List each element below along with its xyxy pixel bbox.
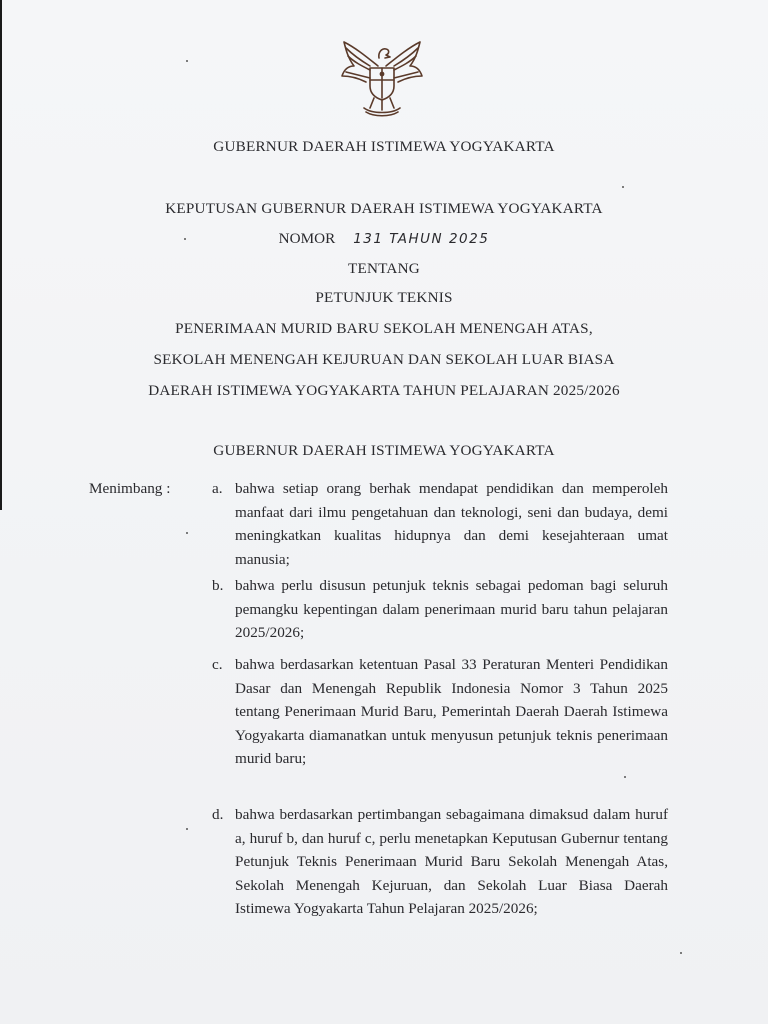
nomor-handwritten: 131 TAHUN 2025 (353, 231, 490, 247)
subject-line-3: SEKOLAH MENENGAH KEJURUAN DAN SEKOLAH LUAR BIASA (153, 351, 615, 368)
garuda-emblem-icon (334, 36, 430, 120)
scan-speck (680, 952, 682, 954)
menimbang-label: Menimbang : (89, 480, 171, 497)
menimbang-item-b (212, 574, 668, 645)
scan-speck (186, 532, 188, 534)
decree-title: KEPUTUSAN GUBERNUR DAERAH ISTIMEWA YOGYAKARTA (165, 200, 603, 217)
scan-speck (184, 238, 186, 240)
tentang-label: TENTANG (348, 260, 420, 277)
item-text: bahwa berdasarkan pertimbangan sebagaimana dimaksud dalam huruf a, huruf b, dan huruf c, perlu menetapkan Keputusan Gubernur tentang Petunjuk Teknis Penerimaan Murid Baru Sekolah Menengah Atas, Sekolah Menengah Kejuruan, dan Sekolah Luar Biasa Daerah Istimewa Yogyakarta Tahun Pelajaran 2025/2026; (235, 806, 668, 917)
issuer-heading: GUBERNUR DAERAH ISTIMEWA YOGYAKARTA (213, 442, 555, 459)
item-letter: b. (212, 577, 224, 594)
menimbang-item-c (212, 653, 668, 771)
item-text: bahwa setiap orang berhak mendapat pendidikan dan memperoleh manfaat dari ilmu pengetahuan dan teknologi, seni dan budaya, demi meningkatkan kualitas hidupnya dan demi kesejahteraan umat manusia; (235, 480, 668, 568)
scan-edge-mark (0, 0, 2, 510)
scan-speck (622, 186, 624, 188)
decree-number (0, 230, 768, 248)
subject-line-1: PETUNJUK TEKNIS (315, 289, 453, 306)
item-letter: d. (212, 806, 224, 823)
scan-speck (186, 828, 188, 830)
item-text: bahwa berdasarkan ketentuan Pasal 33 Peraturan Menteri Pendidikan Dasar dan Menengah Republik Indonesia Nomor 3 Tahun 2025 tentang Penerimaan Murid Baru, Pemerintah Daerah Daerah Istimewa Yogyakarta diamanatkan untuk menyusun petunjuk teknis penerimaan murid baru; (235, 656, 668, 767)
nomor-label: NOMOR (278, 230, 336, 247)
subject-line-4: DAERAH ISTIMEWA YOGYAKARTA TAHUN PELAJARAN 2025/2026 (148, 382, 620, 399)
item-text: bahwa perlu disusun petunjuk teknis sebagai pedoman bagi seluruh pemangku kepentingan dalam penerimaan murid baru tahun pelajaran 2025/2026; (235, 577, 668, 641)
item-letter: c. (212, 656, 223, 673)
menimbang-item-d (212, 803, 668, 921)
scan-speck (624, 776, 626, 778)
menimbang-item-a (212, 477, 668, 571)
institution-heading: GUBERNUR DAERAH ISTIMEWA YOGYAKARTA (213, 138, 555, 155)
subject-line-2: PENERIMAAN MURID BARU SEKOLAH MENENGAH ATAS, (175, 320, 593, 337)
scan-speck (186, 60, 188, 62)
item-letter: a. (212, 480, 223, 497)
